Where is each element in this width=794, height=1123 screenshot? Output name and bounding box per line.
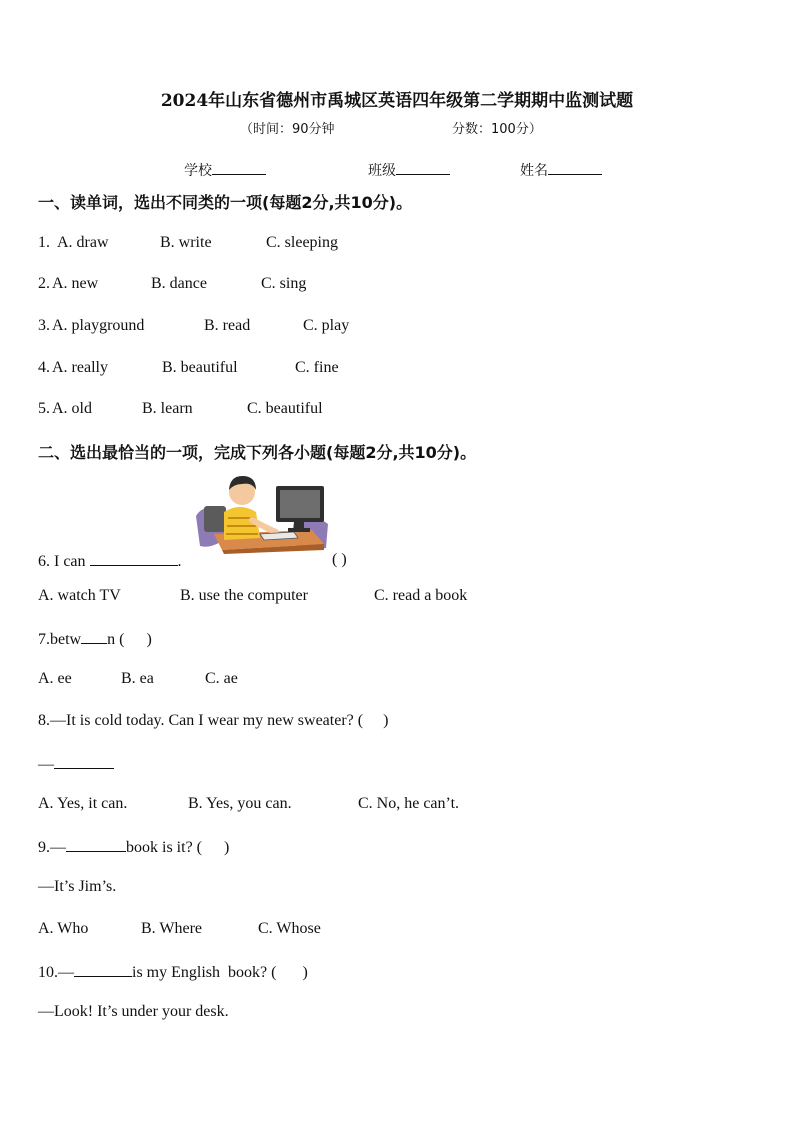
name-blank bbox=[548, 160, 602, 175]
q9-option-b: B. Where bbox=[141, 920, 203, 937]
score-label: 分数：100分） bbox=[452, 122, 542, 137]
q7-option-c: C. ae bbox=[205, 670, 238, 687]
q9-stem bbox=[38, 837, 229, 857]
q4-option-a: A. really bbox=[52, 359, 108, 376]
name-label: 姓名 bbox=[520, 163, 548, 179]
q5-option-b: B. learn bbox=[142, 400, 193, 417]
q5-option-c: C. beautiful bbox=[247, 400, 323, 417]
q6-option-c: C. read a book bbox=[374, 587, 468, 604]
q2-option-a: A. new bbox=[52, 275, 99, 292]
name-field bbox=[520, 160, 602, 180]
q5-option-a: A. old bbox=[52, 400, 92, 417]
q8-reply-blank bbox=[54, 754, 114, 769]
q1-option-a: A. draw bbox=[57, 234, 109, 251]
q10-stem bbox=[38, 962, 308, 982]
q10-answer-blank bbox=[74, 962, 132, 977]
q7-stem-a: 7.betw bbox=[38, 631, 82, 648]
q7-answer-blank bbox=[81, 629, 107, 644]
q3-option-a: A. playground bbox=[52, 317, 145, 334]
q6-stem-text: 6. I can bbox=[38, 553, 86, 570]
q10-stem-b: is my English book? ( bbox=[132, 964, 277, 981]
q3-number: 3. bbox=[38, 317, 50, 334]
q7-option-b: B. ea bbox=[121, 670, 154, 687]
q7-option-a: A. ee bbox=[38, 670, 72, 687]
school-blank bbox=[212, 160, 266, 175]
q2-number: 2. bbox=[38, 275, 50, 292]
q10-paren-close: ) bbox=[302, 964, 308, 981]
q7-stem bbox=[38, 629, 152, 649]
q1-number: 1. bbox=[38, 234, 54, 251]
q1-option-c: C. sleeping bbox=[266, 234, 338, 251]
q3-option-b: B. read bbox=[204, 317, 251, 334]
q8-option-b: B. Yes, you can. bbox=[188, 795, 292, 812]
q6-option-b: B. use the computer bbox=[180, 587, 308, 604]
q2-option-c: C. sing bbox=[261, 275, 307, 292]
q7-stem-b: n ( bbox=[107, 631, 125, 648]
q8-paren-close: ) bbox=[383, 712, 389, 729]
q6-stem bbox=[38, 551, 182, 571]
q4-option-b: B. beautiful bbox=[162, 359, 238, 376]
q8-option-c: C. No, he can’t. bbox=[358, 795, 460, 812]
q9-stem-a: 9.— bbox=[38, 839, 66, 856]
q6-option-a: A. watch TV bbox=[38, 587, 121, 604]
time-label: （时间：90分钟 bbox=[240, 122, 335, 137]
q4-option-c: C. fine bbox=[295, 359, 339, 376]
q9-paren-close: ) bbox=[224, 839, 230, 856]
q9-answer-blank bbox=[66, 837, 126, 852]
q8-stem-text: 8.—It is cold today. Can I wear my new sweater? ( bbox=[38, 712, 364, 729]
q10-reply: —Look! It’s under your desk. bbox=[38, 1003, 229, 1020]
q8-stem bbox=[38, 712, 388, 730]
q1-option-b: B. write bbox=[160, 234, 212, 251]
boy-using-computer-illustration bbox=[194, 472, 330, 554]
q8-reply-dash: — bbox=[38, 756, 54, 773]
class-label: 班级 bbox=[368, 163, 396, 179]
q9-reply: —It’s Jim’s. bbox=[38, 878, 117, 895]
q8-option-a: A. Yes, it can. bbox=[38, 795, 128, 812]
q9-option-c: C. Whose bbox=[258, 920, 321, 937]
section2-heading: 二、选出最恰当的一项，完成下列各小题(每题2分,共10分)。 bbox=[38, 443, 477, 462]
q9-option-a: A. Who bbox=[38, 920, 89, 937]
school-field bbox=[184, 160, 266, 180]
q4-number: 4. bbox=[38, 359, 50, 376]
q2-option-b: B. dance bbox=[151, 275, 207, 292]
q8-reply bbox=[38, 754, 114, 774]
q5-number: 5. bbox=[38, 400, 50, 417]
q7-paren-close: ) bbox=[146, 631, 152, 648]
q10-stem-a: 10.— bbox=[38, 964, 74, 981]
q6-answer-blank bbox=[90, 551, 178, 566]
q6-answer-paren: ( ) bbox=[332, 551, 347, 568]
q6-dot: . bbox=[177, 553, 182, 570]
q3-option-c: C. play bbox=[303, 317, 350, 334]
class-field bbox=[368, 160, 450, 180]
q9-stem-b: book is it? ( bbox=[126, 839, 202, 856]
section1-heading: 一、读单词，选出不同类的一项(每题2分,共10分)。 bbox=[38, 193, 413, 212]
class-blank bbox=[396, 160, 450, 175]
exam-title: 2024年山东省德州市禹城区英语四年级第二学期期中监测试题 bbox=[160, 91, 634, 111]
school-label: 学校 bbox=[184, 163, 212, 179]
